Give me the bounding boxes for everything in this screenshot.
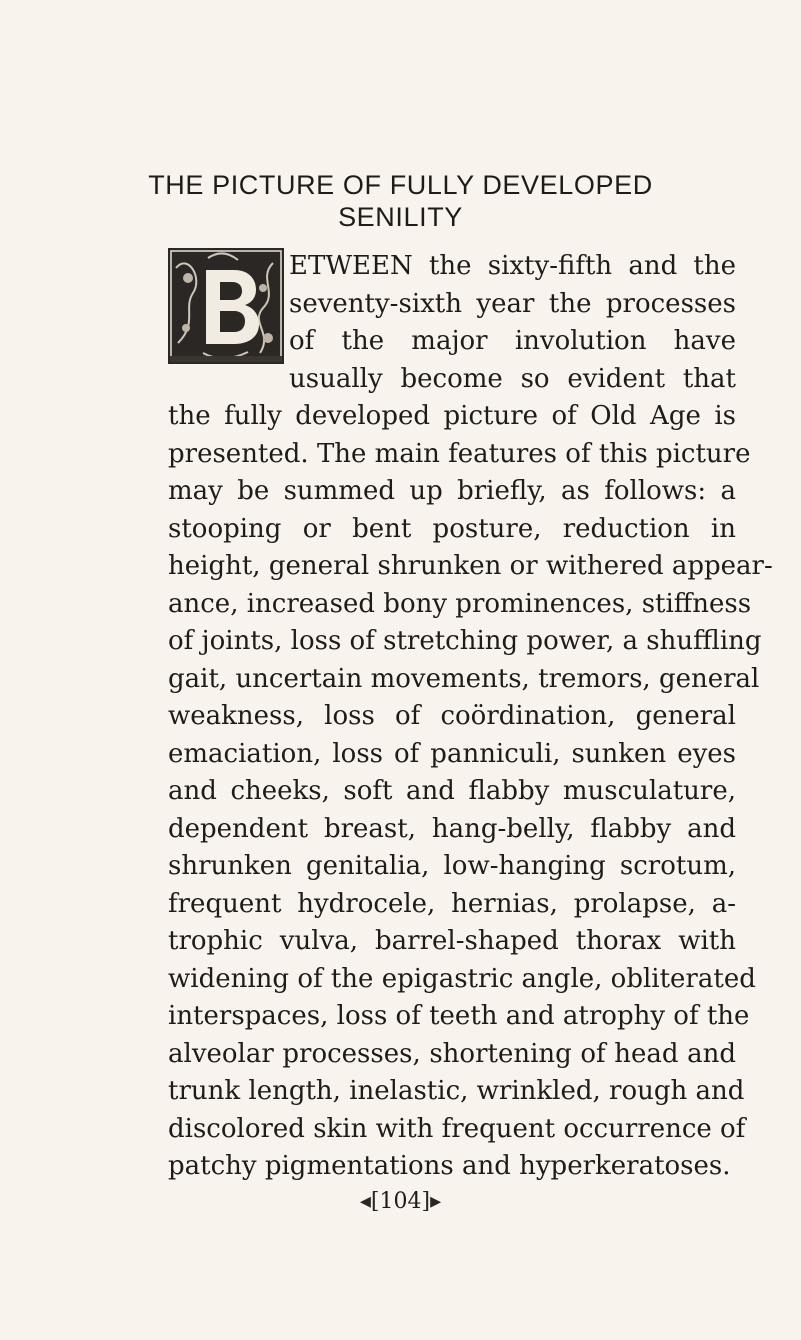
right-ornament-icon: ]▸ [421,1188,442,1214]
text-line: dependent breast, hang-belly, flabby and [168,813,736,844]
chapter-title-line-1: THE PICTURE OF FULLY DEVELOPED [148,170,653,200]
text-line: discolored skin with frequent occurrence of [168,1113,746,1144]
text-line: presented. The main features of this picture [168,438,751,469]
text-line: height, general shrunken or withered appear- [168,551,773,581]
ornamental-drop-cap-b [168,248,284,364]
text-line: seventy-sixth year the processes [289,288,736,319]
text-line: emaciation, loss of panniculi, sunken eyes [168,738,736,769]
page-number-value: 104 [379,1188,422,1214]
text-line: usually become so evident that [289,363,736,394]
text-line: gait, uncertain movements, tremors, general [168,663,760,694]
text-line: the fully developed picture of Old Age is [168,401,736,431]
text-line: weakness, loss of coördination, general [168,701,736,731]
text-line: and cheeks, soft and flabby musculature, [168,776,736,806]
text-line: of the major involution have [289,326,736,356]
text-line: widening of the epigastric angle, obliterated [168,963,756,994]
text-line: patchy pigmentations and hyperkeratoses. [168,1151,731,1181]
text-line: may be summed up briefly, as follows: a [168,476,736,506]
text-line: ance, increased bony prominences, stiffness [168,588,752,619]
text-line: ETWEEN the sixty-fifth and the [289,251,736,281]
text-line: stooping or bent posture, reduction in [168,513,736,544]
chapter-title-line-2: SENILITY [338,202,463,232]
left-ornament-icon: ◂[ [359,1188,380,1214]
text-line: of joints, loss of stretching power, a shuffling [168,626,762,656]
text-line: frequent hydrocele, hernias, prolapse, a- [168,888,736,919]
text-line: shrunken genitalia, low-hanging scrotum, [168,851,736,881]
text-line: interspaces, loss of teeth and atrophy of the [168,1001,750,1031]
text-line: trunk length, inelastic, wrinkled, rough and [168,1076,745,1106]
page-number [0,1188,801,1216]
text-line: alveolar processes, shortening of head and [168,1038,736,1069]
text-line: trophic vulva, barrel-shaped thorax with [168,926,736,956]
